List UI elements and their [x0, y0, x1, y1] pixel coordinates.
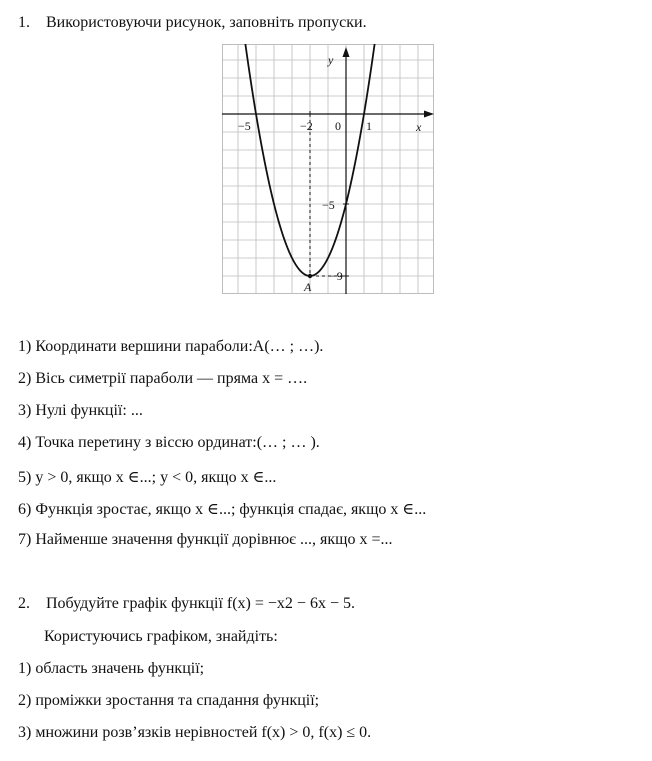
task1-item-7: 7) Найменше значення функції дорівнює ..., якщо x =...: [18, 531, 393, 548]
x-axis-arrow: [424, 111, 434, 118]
task1-heading: [18, 14, 367, 32]
task2-title: Побудуйте графік функції f(x) = −x2 − 6x − 5.: [46, 595, 355, 612]
task2-heading: [18, 595, 355, 613]
task1-item-6: 6) Функція зростає, якщо x ∈...; функція спадає, якщо x ∈...: [18, 501, 427, 518]
task1-number: 1.: [18, 14, 30, 31]
task2-subtitle: Користуючись графіком, знайдіть:: [44, 628, 278, 645]
origin-label: 0: [335, 119, 341, 133]
task2-number: 2.: [18, 595, 30, 612]
tick-label-p1: 1: [366, 119, 372, 133]
task1-title: Використовуючи рисунок, заповніть пропуски.: [46, 14, 367, 31]
task1-item-4: 4) Точка перетину з віссю ординат:(… ; … ).: [18, 434, 320, 451]
tick-label-m5y: −5: [322, 198, 335, 212]
task2-item-3: 3) множини розв’язків нерівностей f(x) > 0, f(x) ≤ 0.: [18, 724, 372, 741]
tick-label-m9y: −9: [330, 269, 343, 283]
tick-label-m2: −2: [300, 119, 313, 133]
y-axis-label: y: [328, 53, 334, 67]
x-axis-label: x: [416, 120, 422, 134]
task1-item-1: 1) Координати вершини параболи:A(… ; …).: [18, 338, 324, 355]
y-axis-arrow: [343, 47, 350, 57]
task2-item-1: 1) область значень функції;: [18, 660, 205, 677]
vertex-label: A: [304, 280, 312, 294]
parabola-graph: [222, 44, 434, 294]
task1-item-3: 3) Нулі функції: ...: [18, 402, 143, 419]
task2-item-2: 2) проміжки зростання та спадання функції;: [18, 692, 320, 709]
task1-item-5: 5) y > 0, якщо x ∈...; y < 0, якщо x ∈...: [18, 469, 277, 486]
tick-label-m5: −5: [238, 119, 251, 133]
vertex-point: [308, 274, 312, 278]
task1-item-2: 2) Вісь симетрії параболи — пряма x = ….: [18, 370, 308, 387]
